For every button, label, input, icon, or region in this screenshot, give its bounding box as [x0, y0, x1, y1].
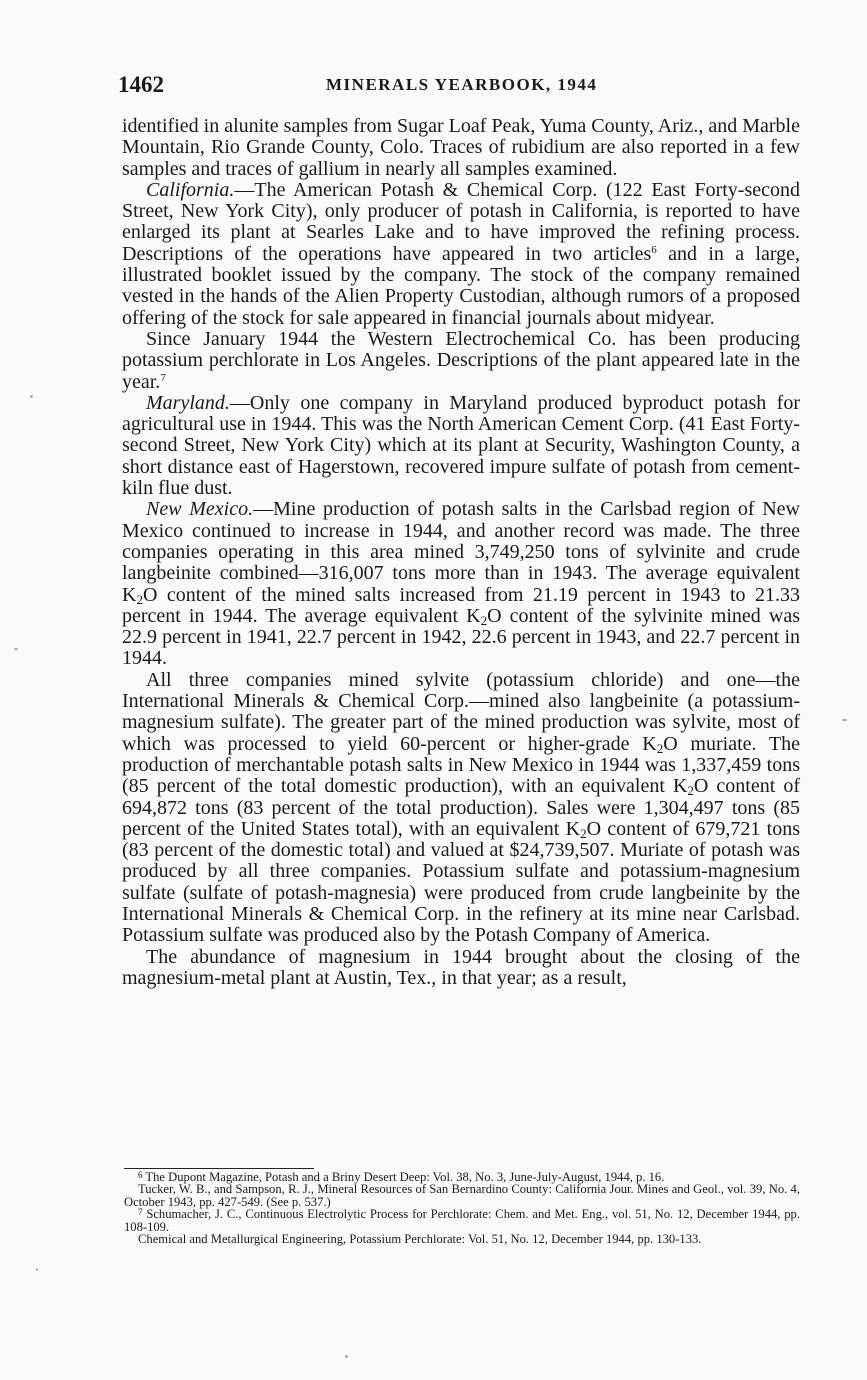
page-header — [118, 72, 808, 102]
footnote-6-continued: Tucker, W. B., and Sampson, R. J., Mineral Resources of San Bernardino County: California Jour. Mines and Geol., vol. 39, No. 4, October 1943, pp. 427-549. (See p. 537.) — [124, 1182, 800, 1209]
scan-speck — [36, 1268, 38, 1271]
scan-speck — [345, 1355, 348, 1358]
paragraph-alunite: identified in alunite samples from Sugar Loaf Peak, Yuma County, Ariz., and Marble Mountain, Rio Grande County, Colo. Traces of rubidium are also reported in a few samples and traces of gallium in nearly all samples examined. — [122, 115, 800, 180]
paragraph-western-electrochemical: Since January 1944 the Western Electrochemical Co. has been producing potassium perchlorate in Los Angeles. Descriptions of the plant appeared late in the year.$^7$ — [122, 327, 800, 393]
body-text — [122, 116, 800, 989]
section-heading-maryland: Maryland. — [146, 391, 230, 414]
footnote-ref-6[interactable]: 6 — [651, 243, 657, 256]
footnotes — [124, 1171, 800, 1245]
paragraph-magnesium: The abundance of magnesium in 1944 brought about the closing of the magnesium-metal plant at Austin, Tex., in that year; as a result, — [122, 945, 800, 989]
footnote-7: $^7$ Schumacher, J. C., Continuous Electrolytic Process for Perchlorate: Chem. and Met. Eng., vol. 51, No. 12, December 1944, pp. 108-109. — [124, 1207, 800, 1234]
formula-k2o: $K_2O$ — [122, 583, 158, 607]
running-title: MINERALS YEARBOOK, 1944 — [326, 75, 598, 94]
footnote-divider — [124, 1168, 314, 1169]
section-heading-new-mexico: New Mexico. — [146, 498, 254, 521]
paragraph-maryland: Maryland.—Only one company in Maryland produced byproduct potash for agricultural use in 1944. This was the North American Cement Corp. (41 East Forty-second Street, New York City) which at its plant at Security, Washington County, a short distance east of Hagerstown, recovered impure sulfate of potash from cement-kiln flue dust. — [122, 391, 800, 500]
formula-k2o: $K_2O$ — [672, 775, 709, 799]
footnote-7-continued: Chemical and Metallurgical Engineering, Potassium Perchlorate: Vol. 51, No. 12, December 1944, pp. 130-133. — [138, 1232, 702, 1247]
section-heading-california: California. — [146, 178, 235, 201]
paragraph-three-companies: All three companies mined sylvite (potassium chloride) and one—the International Minerals & Chemical Corp.—mined also langbeinite (a potassium-magnesium sulfate). The greater part of the mined production was sylvite, most of which was processed to yield 60-percent or higher-grade $K_2O$ muriate. The production of merchantable potash salts in New Mexico in 1944 was 1,337,459 tons (85 percent of the total domestic production), with an equivalent $K_2O$ content of 694,872 tons (83 percent of the total production). Sales were 1,304,497 tons (85 percent of the United States total), with an equivalent $K_2O$ content of 679,721 tons (83 percent of the domestic total) and valued at $24,739,507. Muriate of potash was produced by all three companies. Potassium sulfate and potassium-magnesium sulfate (sulfate of potash-magnesia) were produced from crude langbeinite by the International Minerals & Chemical Corp. in the refinery at its mine near Carlsbad. Potassium sulfate was produced also by the Potash Company of America. — [122, 668, 800, 947]
paragraph-new-mexico: New Mexico.—Mine production of potash salts in the Carlsbad region of New Mexico continued to increase in 1944, and another record was made. The three companies operating in this area mined 3,749,250 tons of sylvinite and crude langbeinite combined—316,007 tons more than in 1943. The average equivalent $K_2O$ content of the mined salts increased from 21.19 percent in 1943 to 21.33 percent in 1944. The average equivalent $K_2O$ content of the sylvinite mined was 22.9 percent in 1941, 22.7 percent in 1942, 22.6 percent in 1943, and 22.7 percent in 1944. — [122, 498, 801, 670]
page-number: 1462 — [118, 72, 164, 97]
footnote-ref-7[interactable]: 7 — [160, 371, 166, 384]
scan-speck — [30, 395, 33, 398]
formula-k2o: $K_2O$ — [642, 732, 678, 756]
scan-speck — [14, 648, 18, 650]
footnote-6: $^6$ The Dupont Magazine, Potash and a Briny Desert Deep: Vol. 38, No. 3, June-July-August, 1944, p. 16. — [138, 1170, 665, 1184]
paragraph-california: California.—The American Potash & Chemical Corp. (122 East Forty-second Street, New York City), only producer of potash in California, is reported to have enlarged its plant at Searles Lake and to have improved the refining process. Descriptions of the operations have appeared in two articles$^6$ and in a large, illustrated booklet issued by the company. The stock of the company remained vested in the hands of the Alien Property Custodian, although rumors of a proposed offering of the stock for sale appeared in financial journals about midyear. — [122, 178, 800, 329]
formula-k2o: $K_2O$ — [565, 817, 602, 841]
scan-speck — [842, 719, 847, 721]
formula-k2o: $K_2O$ — [466, 604, 502, 628]
